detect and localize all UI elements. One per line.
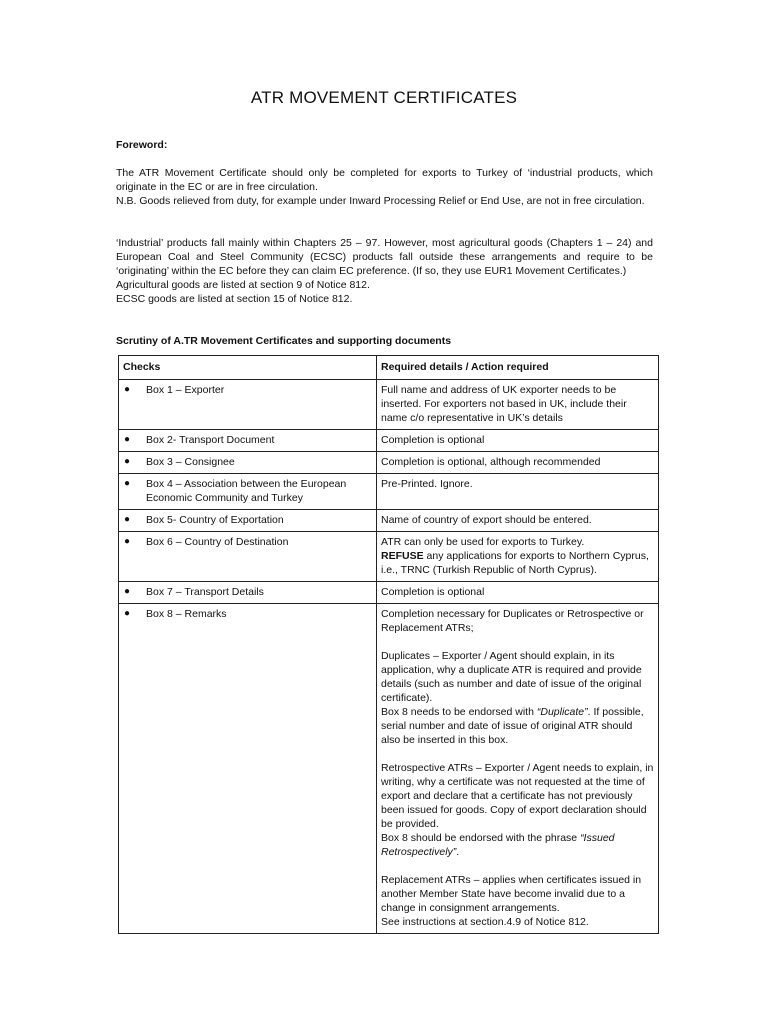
action-text xyxy=(381,831,654,859)
action-cell: Full name and address of UK exporter needs to be inserted. For exporters not based in UK, include their name c/o representative in UK’s details xyxy=(377,380,659,430)
foreword-paragraph-2 xyxy=(116,236,653,306)
duplicate-phrase: “Duplicate” xyxy=(536,706,588,718)
bullet-icon: ● xyxy=(124,478,131,489)
check-cell xyxy=(119,430,377,452)
action-text: Box 8 needs to be endorsed with xyxy=(381,706,537,718)
page-title: ATR MOVEMENT CERTIFICATES xyxy=(250,88,518,107)
ecsc-goods-text: ECSC goods are listed at section 15 of Notice 812. xyxy=(116,293,353,305)
spacer xyxy=(381,859,654,873)
bullet-icon: ● xyxy=(124,456,131,467)
check-label: Box 6 – Country of Destination xyxy=(146,536,289,548)
table-header-row xyxy=(119,356,659,380)
check-cell xyxy=(119,452,377,474)
action-text xyxy=(381,705,654,747)
check-label: Box 2- Transport Document xyxy=(146,434,275,446)
scrutiny-heading: Scrutiny of A.TR Movement Certificates and supporting documents xyxy=(116,335,452,347)
bullet-icon: ● xyxy=(124,434,131,445)
table-row xyxy=(119,532,659,582)
check-cell xyxy=(119,582,377,604)
action-cell: Name of country of export should be entered. xyxy=(377,510,659,532)
foreword-heading: Foreword: xyxy=(116,139,168,151)
table-row xyxy=(119,604,659,934)
foreword-paragraph-1 xyxy=(116,166,653,208)
check-label: Box 1 – Exporter xyxy=(146,384,225,396)
table-row xyxy=(119,582,659,604)
action-text: Duplicates – Exporter / Agent should explain, in its application, why a duplicate ATR is required and provide details (such as number and date of issue of the original certificate). xyxy=(381,650,642,704)
industrial-products-text: ‘Industrial’ products fall mainly within Chapters 25 – 97. However, most agricultural goods (Chapters 1 – 24) and European Coal and Steel Community (ECSC) products fall outside these arrangements and require to be ‘originating’ within the EC before they can claim EC preference. (If so, they use EUR1 Movement Certificates.) xyxy=(116,237,653,277)
foreword-text: The ATR Movement Certificate should only be completed for exports to Turkey of ‘industrial products, which originate in the EC or are in free circulation. xyxy=(116,167,653,193)
issued-retrospectively-phrase: “Issued Retrospectively” xyxy=(381,832,615,858)
bullet-icon: ● xyxy=(124,514,131,525)
action-text: . xyxy=(456,846,460,858)
action-cell: Completion is optional xyxy=(377,582,659,604)
refuse-keyword: REFUSE xyxy=(381,550,424,562)
checks-column-header: Checks xyxy=(119,356,377,380)
bullet-icon: ● xyxy=(124,536,131,547)
table-row xyxy=(119,430,659,452)
check-cell xyxy=(119,510,377,532)
action-text: Retrospective ATRs – Exporter / Agent needs to explain, in writing, why a certificate was not requested at the time of export and declare that a certificate has not previously been issued for goods. Copy of export declaration should be provided. xyxy=(381,762,654,830)
check-cell xyxy=(119,532,377,582)
action-text: Replacement ATRs – applies when certificates issued in another Member State have become invalid due to a change in consignment arrangements. xyxy=(381,874,642,914)
check-label: Box 7 – Transport Details xyxy=(146,586,264,598)
check-label: Box 5- Country of Exportation xyxy=(146,514,284,526)
action-cell: Completion is optional xyxy=(377,430,659,452)
action-text: any applications for exports to Northern Cyprus, i.e., TRNC (Turkish Republic of North Cyprus). xyxy=(381,550,649,576)
action-cell: Pre-Printed. Ignore. xyxy=(377,474,659,510)
action-cell: Completion is optional, although recommended xyxy=(377,452,659,474)
checks-table xyxy=(118,355,659,934)
action-text: See instructions at section.4.9 of Notice 812. xyxy=(381,916,589,928)
table-row xyxy=(119,452,659,474)
action-cell xyxy=(377,604,659,934)
action-text: ATR can only be used for exports to Turkey. xyxy=(381,536,585,548)
bullet-icon: ● xyxy=(124,608,131,619)
action-text: . If possible, serial number and date of issue of original ATR should also be inserted in this box. xyxy=(381,706,644,746)
bullet-icon: ● xyxy=(124,384,131,395)
check-label: Box 4 – Association between the European Economic Community and Turkey xyxy=(146,478,347,504)
required-column-header: Required details / Action required xyxy=(377,356,659,380)
spacer xyxy=(381,635,654,649)
action-text: Box 8 should be endorsed with the phrase xyxy=(381,832,581,844)
foreword-nb-text: N.B. Goods relieved from duty, for example under Inward Processing Relief or End Use, are not in free circulation. xyxy=(116,195,645,207)
check-cell xyxy=(119,604,377,934)
agricultural-goods-text: Agricultural goods are listed at section 9 of Notice 812. xyxy=(116,279,370,291)
bullet-icon: ● xyxy=(124,586,131,597)
check-label: Box 8 – Remarks xyxy=(146,608,227,620)
action-cell xyxy=(377,532,659,582)
table-row xyxy=(119,380,659,430)
table-row xyxy=(119,510,659,532)
table-row xyxy=(119,474,659,510)
spacer xyxy=(381,747,654,761)
action-text: Completion necessary for Duplicates or Retrospective or Replacement ATRs; xyxy=(381,608,644,634)
check-cell xyxy=(119,474,377,510)
check-label: Box 3 – Consignee xyxy=(146,456,235,468)
check-cell xyxy=(119,380,377,430)
